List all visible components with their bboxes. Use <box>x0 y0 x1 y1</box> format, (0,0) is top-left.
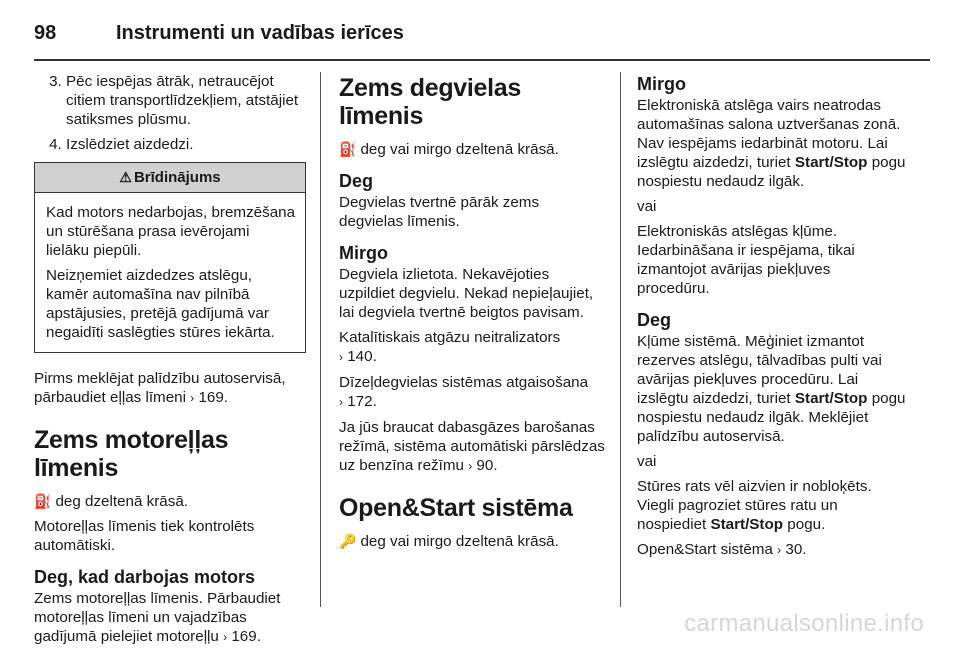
warning-triangle-icon: ⚠ <box>119 169 132 185</box>
watermark: carmanualsonline.info <box>684 610 924 637</box>
column-1 <box>34 72 306 653</box>
page-ref-icon: › <box>468 459 473 473</box>
page-ref: 140. <box>347 348 377 365</box>
page-ref: 172. <box>347 393 377 410</box>
page-ref-icon: › <box>190 391 195 405</box>
paragraph: vai <box>637 198 657 215</box>
column-divider <box>620 72 621 607</box>
paragraph: Zems motoreļļas līmenis. Pārbaudiet motoreļļas līmeni un vajadzības gadījumā pielejiet motoreļļu › 169. <box>34 590 281 645</box>
warning-text: Neizņemiet aizdedzes atslēgu, kamēr automašīna nav pilnībā apstājusies, pretējā gadījumā var negaidīti saslēgties stūres iekārta. <box>46 267 275 341</box>
warning-body <box>35 193 305 352</box>
warning-title: Brīdinājums <box>133 169 221 186</box>
section-heading: Zems motoreļļas līmenis <box>34 426 229 482</box>
page-ref-icon: › <box>223 630 228 644</box>
page-header <box>34 14 930 54</box>
sub-heading: Mirgo <box>339 243 388 263</box>
sub-heading: Mirgo <box>637 74 686 94</box>
page-ref: 169. <box>231 628 261 645</box>
paragraph: Motoreļļas līmenis tiek kontrolēts automātiski. <box>34 518 255 554</box>
paragraph: Elektroniskās atslēgas kļūme. Iedarbināšana ir iespējama, tikai izmantojot avārijas piekļuves procedūru. <box>637 223 855 297</box>
paragraph: Stūres rats vēl aizvien ir nobloķēts. Viegli pagroziet stūres ratu un nospiediet Start/Stop pogu. <box>637 478 872 533</box>
paragraph: ⛽ deg dzeltenā krāsā. <box>34 493 188 510</box>
page-ref-icon: › <box>339 395 343 409</box>
paragraph: ⛽ deg vai mirgo dzeltenā krāsā. <box>339 141 559 158</box>
section-heading: Open&Start sistēma <box>339 494 573 522</box>
page-ref: 30. <box>785 541 807 558</box>
oil-can-icon: ⛽ <box>34 493 52 509</box>
sub-heading: Deg <box>339 171 374 191</box>
column-divider <box>320 72 321 607</box>
section-heading: Zems degvielas līmenis <box>339 74 522 130</box>
page-title: Instrumenti un vadības ierīces <box>116 22 404 44</box>
page-ref-icon: › <box>777 543 782 557</box>
paragraph: vai <box>637 453 657 470</box>
paragraph: Degviela izlietota. Nekavējoties uzpildiet degvielu. Nekad nepieļaujiet, lai degviela tvertnē beigtos pavisam. <box>339 266 594 321</box>
warning-header <box>35 163 305 193</box>
paragraph: Kļūme sistēmā. Mēģiniet izmantot rezerves atslēgu, tālvadības pulti vai avārijas piekļuves procedūru. Lai izslēgtu aizdedzi, turiet Start/Stop pogu nospiestu nedaudz ilgāk. Meklējiet palīdzību autoservisā. <box>637 333 906 445</box>
page-ref-icon: › <box>339 350 343 364</box>
list-item: 3. Pēc iespējas ātrāk, netraucējot citiem transportlīdzekļiem, atstājiet satiksmes plūsmu. <box>66 72 306 129</box>
warning-text: Kad motors nedarbojas, bremzēšana un stūrēšana prasa ievērojami lielāku piepūli. <box>46 204 296 259</box>
paragraph: Dīzeļdegvielas sistēmas atgaisošana › 172. <box>339 374 589 410</box>
fuel-pump-icon: ⛽ <box>339 141 357 157</box>
page-ref: 90. <box>476 457 498 474</box>
header-divider <box>34 59 930 61</box>
key-in-car-icon: 🔑 <box>339 533 357 549</box>
page-ref: 169. <box>198 389 228 406</box>
paragraph: 🔑 deg vai mirgo dzeltenā krāsā. <box>339 533 559 550</box>
paragraph: Katalītiskais atgāzu neitralizators › 140. <box>339 329 561 365</box>
sub-heading: Deg <box>637 310 672 330</box>
steps-list <box>34 72 306 154</box>
paragraph: Elektroniskā atslēga vairs neatrodas automašīnas salona uztveršanas zonā. Nav iespējams iedarbināt motoru. Lai izslēgtu aizdedzi, turiet Start/Stop pogu nospiestu nedaudz ilgāk. <box>637 97 906 190</box>
column-3 <box>637 72 907 566</box>
paragraph: Open&Start sistēma › 30. <box>637 541 807 558</box>
sub-heading: Deg, kad darbojas motors <box>34 567 256 587</box>
page-number: 98 <box>34 22 57 44</box>
column-2 <box>339 72 607 557</box>
paragraph: Ja jūs braucat dabasgāzes barošanas režīmā, sistēma automātiski pārslēdzas uz benzīna režīmu › 90. <box>339 419 605 474</box>
list-item: 4. Izslēdziet aizdedzi. <box>66 135 306 154</box>
paragraph: Pirms meklējat palīdzību autoservisā, pārbaudiet eļļas līmeni › 169. <box>34 370 286 406</box>
paragraph: Degvielas tvertnē pārāk zems degvielas līmenis. <box>339 194 540 230</box>
warning-box <box>34 162 306 353</box>
